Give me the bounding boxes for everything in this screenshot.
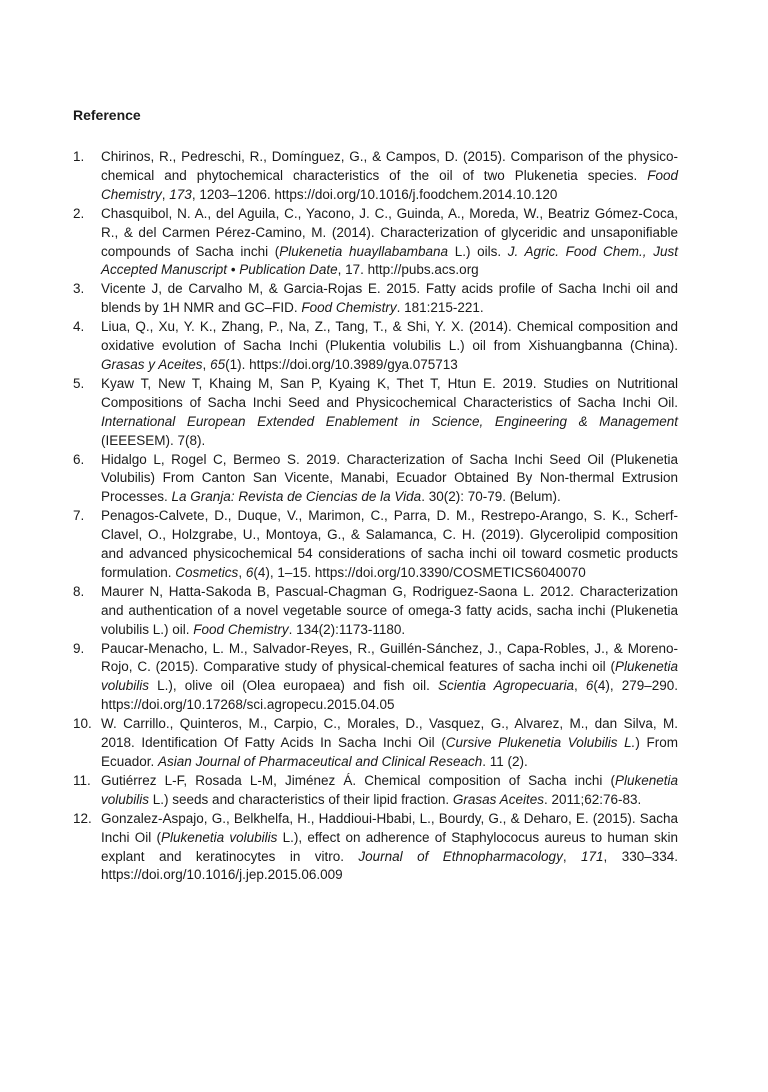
reference-item [73, 507, 678, 583]
reference-number: 5. [73, 375, 85, 391]
reference-number: 1. [73, 149, 85, 164]
reference-text-segment: . 11 (2). [482, 754, 528, 769]
reference-item [73, 772, 678, 810]
reference-italic-segment: 6 [585, 678, 594, 694]
reference-italic-segment: La Granja: Revista de Ciencias de la Vida [171, 489, 422, 505]
reference-item [73, 375, 678, 451]
reference-text-segment: , [573, 678, 586, 694]
reference-text-segment: L.), olive oil (Olea europaea) and fish oil. [149, 678, 439, 694]
reference-text-segment: L.) oils. [448, 243, 508, 259]
reference-text-segment: Kyaw T, New T, Khaing M, San P, Kyaing K, Thet T, Htun E. 2019. Studies on Nutritional Compositions of Sacha Inchi Seed and Physicochemical Characteristics of Sacha Inchi Oil. [101, 375, 678, 410]
reference-italic-segment: Plukenetia volubilis [101, 659, 678, 694]
reference-number: 9. [73, 640, 85, 656]
reference-number: 4. [73, 319, 85, 335]
reference-text [101, 375, 678, 451]
reference-text [101, 772, 678, 810]
reference-italic-segment: Plukenetia volubilis [101, 772, 678, 807]
reference-text [101, 640, 678, 716]
reference-text-segment: (4), 1–15. https://doi.org/10.3390/COSMETICS6040070 [253, 564, 586, 580]
reference-text [101, 583, 678, 640]
reference-number: 2. [73, 205, 85, 221]
reference-text [101, 205, 678, 281]
reference-text [101, 810, 678, 886]
reference-text-segment: , [161, 186, 170, 202]
reference-italic-segment: Asian Journal of Pharmaceutical and Clinical Reseach [158, 754, 483, 769]
reference-text-segment: . 2011;62:76-83. [543, 791, 642, 807]
reference-item [73, 280, 678, 318]
reference-italic-segment: Cosmetics [175, 564, 239, 580]
reference-text-segment: (IEEESEM). 7(8). [101, 432, 206, 448]
reference-text-segment: (1). https://doi.org/10.3989/gya.075713 [225, 356, 458, 372]
reference-item [73, 715, 678, 772]
reference-text [101, 507, 678, 583]
reference-number: 6. [73, 451, 85, 467]
reference-item [73, 810, 678, 886]
reference-italic-segment: 65 [210, 356, 226, 372]
reference-italic-segment: Food Chemistry [193, 621, 289, 637]
reference-text [101, 318, 678, 375]
reference-text-segment: Vicente J, de Carvalho M, & Garcia-Rojas E. 2015. Fatty acids profile of Sacha Inchi oil and blends by 1H NMR and GC–FID. [101, 281, 678, 316]
reference-text [101, 148, 678, 205]
reference-number: 3. [73, 281, 85, 297]
reference-text-segment: . 30(2): 70-79. (Belum). [421, 489, 561, 505]
reference-text-segment: , 1203–1206. https://doi.org/10.1016/j.foodchem.2014.10.120 [191, 186, 558, 202]
reference-italic-segment: Cursive Plukenetia Volubilis L. [445, 735, 636, 751]
reference-number: 7. [73, 508, 85, 524]
reference-italic-segment: Plukenetia volubilis [161, 829, 278, 845]
reference-text-segment: Chasquibol, N. A., del Aguila, C., Yacono, J. C., Guinda, A., Moreda, W., Beatriz Gómez-Coca, R., & del Carmen Pérez-Camino, M. (2014). Characterization of glyceridic and unsaponifiable compounds of Sacha inchi ( [101, 205, 678, 259]
reference-text-segment: ) From Ecuador. [101, 735, 678, 769]
reference-italic-segment: Scientia Agropecuaria [438, 678, 574, 694]
reference-item [73, 318, 678, 375]
reference-text-segment: Paucar-Menacho, L. M., Salvador-Reyes, R., Guillén-Sánchez, J., Capa-Robles, J., & Moreno-Rojo, C. (2015). Comparative study of physical-chemical features of sacha inchi oil ( [101, 640, 678, 675]
reference-text-segment: Penagos-Calvete, D., Duque, V., Marimon, C., Parra, D. M., Restrepo-Arango, S. K., Scherf-Clavel, O., Holzgrabe, U., Montoya, G., & Salamanca, C. H. (2019). Glycerolipid composition and advanced physicochemical 54 considerations of sacha inchi oil toward cosmetic products formulation. [101, 508, 678, 580]
reference-italic-segment: 171 [581, 848, 604, 864]
reference-italic-segment: Food Chemistry [301, 300, 397, 316]
reference-text [101, 715, 678, 772]
reference-text-segment: Hidalgo L, Rogel C, Bermeo S. 2019. Characterization of Sacha Inchi Seed Oil (Plukenetia Volubilis) From Canton San Vicente, Manabi, Ecuador Obtained By Non-thermal Extrusion Processes. [101, 451, 678, 505]
reference-item [73, 451, 678, 508]
reference-item [73, 583, 678, 640]
reference-number: 8. [73, 583, 85, 599]
reference-text-segment: Maurer N, Hatta-Sakoda B, Pascual-Chagman G, Rodriguez-Saona L. 2012. Characterization and authentication of a novel vegetable source of omega-3 fatty acids, sacha inchi (Plukenetia volubilis L.) oil. [101, 583, 678, 637]
reference-item [73, 640, 678, 716]
reference-italic-segment: Grasas y Aceites [101, 356, 203, 372]
reference-item [73, 148, 678, 205]
reference-text-segment: (4), 279–290. https://doi.org/10.17268/sci.agropecu.2015.04.05 [101, 678, 678, 713]
reference-text-segment: . 181:215-221. [396, 300, 484, 316]
reference-number: 12. [73, 810, 92, 826]
reference-text-segment: L.), effect on adherence of Staphylococus aureus to human skin explant and keratinocytes in vitro. [101, 829, 678, 864]
reference-text-segment: Gutiérrez L-F, Rosada L-M, Jiménez Á. Chemical composition of Sacha inchi ( [101, 772, 615, 788]
reference-text-segment: , 17. http://pubs.acs.org [337, 262, 479, 278]
reference-italic-segment: 6 [245, 564, 254, 580]
reference-italic-segment: Grasas Aceites [452, 791, 544, 807]
reference-text-segment: Chirinos, R., Pedreschi, R., Domínguez, G., & Campos, D. (2015). Comparison of the physico-chemical and phytochemical characteristics of the oil of two Plukenetia species. [101, 149, 678, 183]
page-heading: Reference [73, 107, 141, 123]
reference-text-segment: L.) seeds and characteristics of their lipid fraction. [149, 791, 453, 807]
reference-text-segment: W. Carrillo., Quinteros, M., Carpio, C., Morales, D., Vasquez, G., Alvarez, M., dan Silva, M. 2018. Identification Of Fatty Acids In Sacha Inchi Oil ( [101, 716, 678, 751]
reference-number: 11. [73, 772, 91, 788]
reference-italic-segment: Plukenetia huayllabambana [279, 243, 449, 259]
reference-list [73, 148, 678, 885]
reference-text-segment: , [202, 356, 211, 372]
reference-italic-segment: International European Extended Enablement in Science, Engineering & Management [101, 413, 678, 429]
reference-text-segment: Gonzalez-Aspajo, G., Belkhelfa, H., Haddioui-Hbabi, L., Bourdy, G., & Deharo, E. (2015). Sacha Inchi Oil ( [101, 810, 678, 845]
reference-italic-segment: Journal of Ethnopharmacology [358, 848, 563, 864]
reference-text-segment: , [238, 564, 246, 580]
reference-text [101, 451, 678, 508]
reference-italic-segment: Food Chemistry [101, 167, 678, 202]
reference-text [101, 280, 678, 318]
reference-text-segment: . 134(2):1173-1180. [288, 621, 406, 637]
reference-italic-segment: J. Agric. Food Chem., Just Accepted Manuscript • Publication Date [101, 243, 678, 278]
reference-number: 10. [73, 716, 92, 732]
reference-item [73, 205, 678, 281]
reference-text-segment: Liua, Q., Xu, Y. K., Zhang, P., Na, Z., Tang, T., & Shi, Y. X. (2014). Chemical composition and oxidative evolution of Sacha Inchi (Plukentia volubilis L.) oil from Xishuangbanna (China). [101, 319, 678, 354]
reference-italic-segment: 173 [169, 186, 192, 202]
reference-text-segment: , [562, 848, 581, 864]
reference-text-segment: , 330–334. https://doi.org/10.1016/j.jep.2015.06.009 [101, 848, 678, 883]
